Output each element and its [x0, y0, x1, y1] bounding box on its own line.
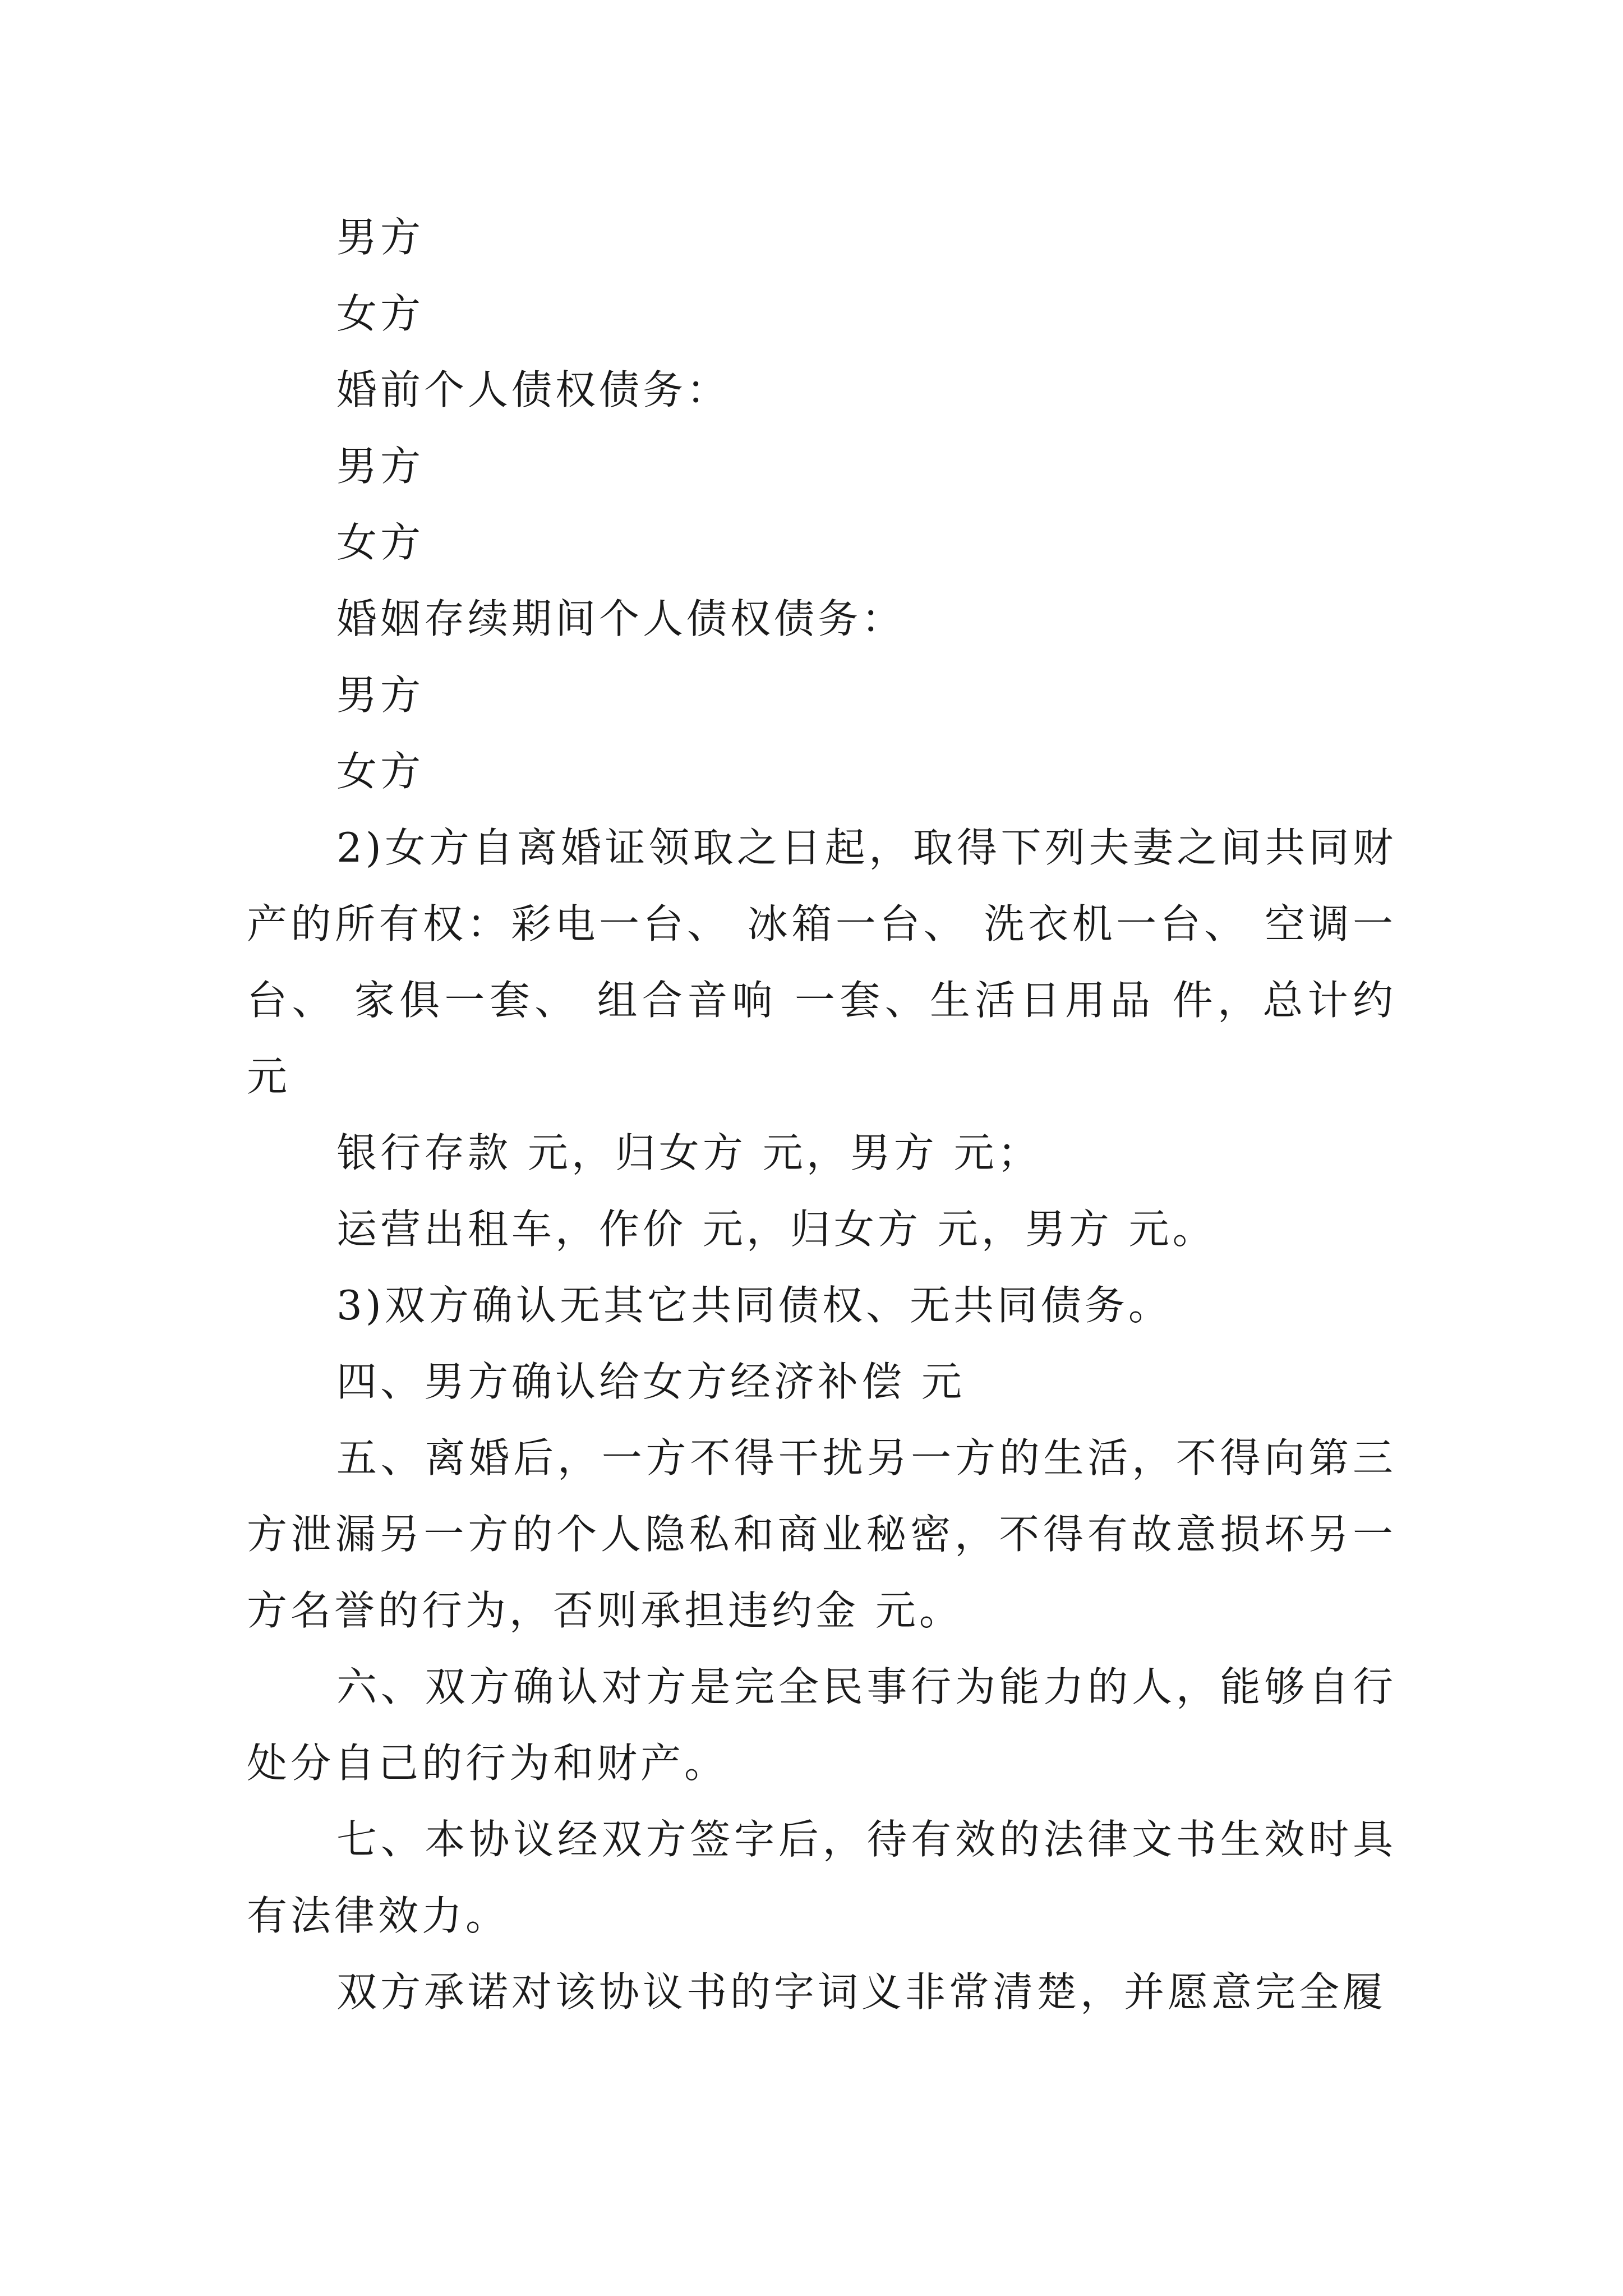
- paragraph-female-2: 女方: [336, 519, 425, 566]
- paragraph-male-1: 男方: [336, 214, 425, 261]
- paragraph-article-5: 五、离婚后，一方不得干扰另一方的生活，不得向第三方泄漏另一方的个人隐私和商业秘密，不得有故意损坏另一方名誉的行为，否则承担违约金 元。: [247, 1434, 1396, 1634]
- paragraph-clause-3: 3)双方确认无其它共同债权、无共同债务。: [336, 1282, 1172, 1329]
- document-body: [247, 199, 1396, 2030]
- paragraph-female-3: 女方: [336, 748, 425, 795]
- paragraph-female-1: 女方: [336, 290, 425, 337]
- paragraph-marital-debts: 婚姻存续期间个人债权债务：: [336, 595, 906, 642]
- paragraph-premarital-debts: 婚前个人债权债务：: [336, 366, 731, 413]
- paragraph-male-3: 男方: [336, 671, 425, 719]
- paragraph-male-2: 男方: [336, 443, 425, 490]
- paragraph-clause-2: 2)女方自离婚证领取之日起，取得下列夫妻之间共同财产的所有权：彩电一台、 冰箱一台、 洗衣机一台、 空调一台、 家俱一套、 组合音响 一套、生活日用品 件，总计约 元: [247, 824, 1396, 1100]
- paragraph-taxi: 运营出租车，作价 元，归女方 元，男方 元。: [336, 1205, 1216, 1253]
- paragraph-commitment: 双方承诺对该协议书的字词义非常清楚，并愿意完全履: [336, 1968, 1387, 2016]
- paragraph-article-6: 六、双方确认对方是完全民事行为能力的人，能够自行处分自己的行为和财产。: [247, 1663, 1396, 1787]
- paragraph-article-7: 七、本协议经双方签字后，待有效的法律文书生效时具有法律效力。: [247, 1816, 1396, 1939]
- paragraph-bank-deposit: 银行存款 元，归女方 元，男方 元；: [336, 1129, 1041, 1176]
- paragraph-article-4: 四、男方确认给女方经济补偿 元: [336, 1358, 965, 1405]
